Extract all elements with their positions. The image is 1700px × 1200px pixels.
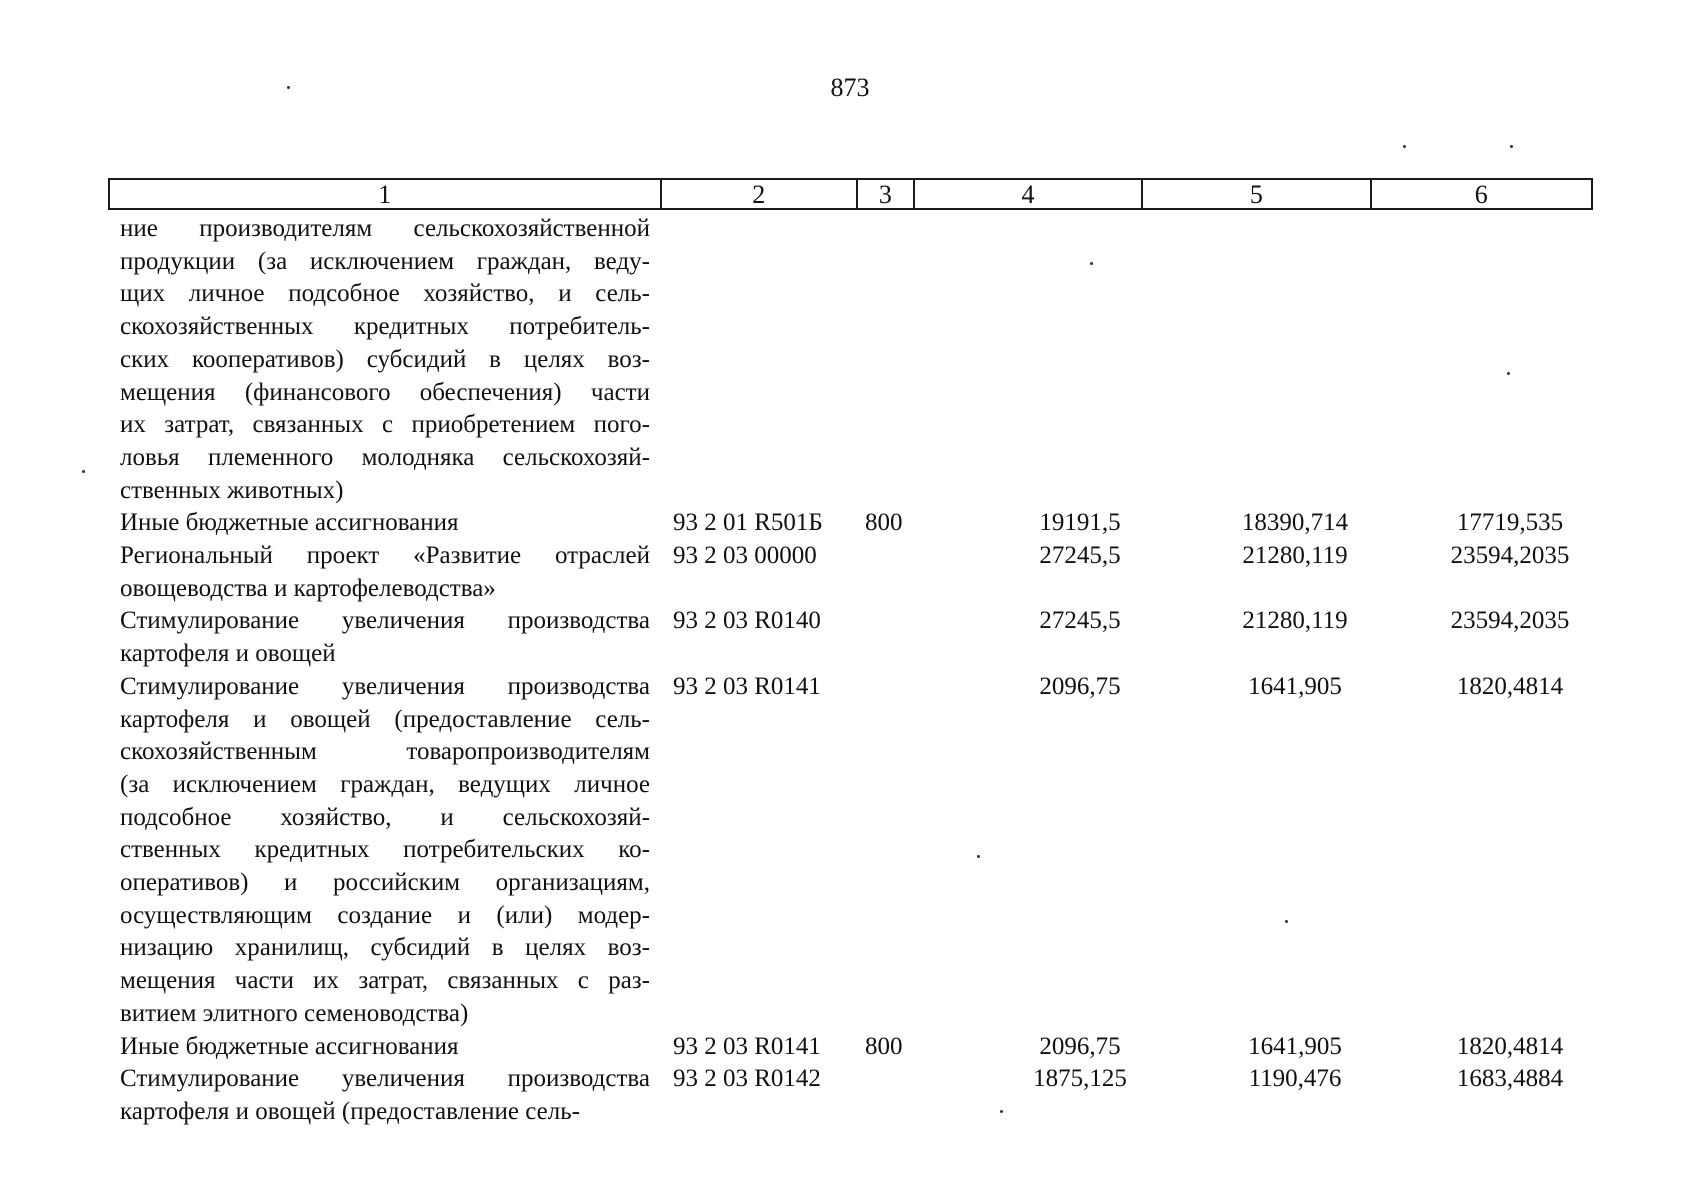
- row-value-col6: 23594,2035: [1450, 607, 1570, 635]
- table-row: [120, 605, 1600, 670]
- row-value-col6: 1820,4814: [1456, 1032, 1564, 1060]
- row-value-col5: 1190,476: [1248, 1065, 1342, 1093]
- row-code: 93 2 03 R0140: [673, 607, 821, 635]
- row-value-col6: 23594,2035: [1450, 542, 1570, 570]
- row-name-line: картофеля и овощей (предоставление сель-: [120, 705, 650, 733]
- row-value-col5: 21280,119: [1242, 607, 1348, 635]
- header-col-4: 4: [915, 180, 1143, 208]
- header-col-1: 1: [110, 180, 662, 208]
- row-value-col6: 1820,4814: [1456, 672, 1564, 700]
- scan-speck: [1285, 920, 1288, 923]
- row-name: [120, 213, 650, 507]
- header-col-2: 2: [662, 180, 858, 208]
- row-value-col5: 21280,119: [1242, 542, 1348, 570]
- row-value-col5: 1641,905: [1248, 1032, 1342, 1060]
- table-row: [120, 213, 1600, 507]
- row-code: 93 2 03 R0142: [673, 1065, 821, 1093]
- scan-speck: [1403, 145, 1406, 148]
- row-expense-type: 800: [865, 509, 903, 537]
- row-name-line: продукции (за исключением граждан, веду-: [120, 247, 650, 275]
- row-name-line: скохозяйственных кредитных потребитель-: [120, 313, 650, 341]
- row-name-line: Стимулирование увеличения производства: [120, 607, 650, 635]
- row-name-line: их затрат, связанных с приобретением пого-: [120, 411, 650, 439]
- row-name-line: Иные бюджетные ассигнования: [120, 509, 459, 537]
- row-name-line: картофеля и овощей: [120, 640, 336, 668]
- row-name-line: ловья племенного молодняка сельскохозяй-: [120, 443, 650, 471]
- row-value-col4: 27245,5: [1039, 607, 1121, 635]
- row-value-col5: 1641,905: [1248, 672, 1342, 700]
- scan-speck: [82, 470, 85, 473]
- row-name-line: осуществляющим создание и (или) модер-: [120, 901, 650, 929]
- row-name: [120, 1063, 650, 1128]
- row-name-line: ние производителям сельскохозяйственной: [120, 215, 650, 242]
- row-value-col4: 27245,5: [1039, 542, 1121, 570]
- scan-speck: [287, 86, 290, 89]
- row-value-col4: 2096,75: [1039, 672, 1121, 700]
- row-name-line: щих личное подсобное хозяйство, и сель-: [120, 280, 650, 308]
- row-value-col5: 18390,714: [1241, 509, 1349, 537]
- page-number: 873: [830, 73, 870, 102]
- row-name-line: Стимулирование увеличения производства: [120, 672, 650, 700]
- scan-speck: [1000, 1110, 1003, 1113]
- row-name-line: витием элитного семеноводства): [120, 999, 469, 1027]
- row-code: 93 2 03 R0141: [673, 1032, 821, 1060]
- scan-speck: [1510, 145, 1513, 148]
- row-name: [120, 1031, 650, 1064]
- row-name: [120, 605, 650, 670]
- row-value-col4: 2096,75: [1039, 1032, 1121, 1060]
- table-row: [120, 671, 1600, 1031]
- row-name: [120, 540, 650, 605]
- row-expense-type: 800: [865, 1032, 903, 1060]
- scan-speck: [1507, 372, 1510, 375]
- row-name-line: Региональный проект «Развитие отраслей: [120, 542, 650, 570]
- row-name-line: ских кооперативов) субсидий в целях воз-: [120, 345, 650, 373]
- table-body: [120, 213, 1600, 1129]
- row-name-line: мещения части их затрат, связанных с раз-: [120, 967, 650, 995]
- row-name-line: Стимулирование увеличения производства: [120, 1065, 650, 1093]
- row-code: 93 2 01 R501Б: [673, 509, 823, 537]
- row-name-line: мещения (финансового обеспечения) части: [120, 378, 650, 406]
- row-name-line: картофеля и овощей (предоставление сель-: [120, 1097, 580, 1125]
- row-name-line: низацию хранилищ, субсидий в целях воз-: [120, 934, 650, 962]
- scan-speck: [977, 855, 980, 858]
- table-row: [120, 1031, 1600, 1064]
- row-code: 93 2 03 R0141: [673, 672, 821, 700]
- row-name-line: овощеводства и картофелеводства»: [120, 574, 496, 602]
- table-row: [120, 540, 1600, 605]
- row-value-col4: 19191,5: [1039, 509, 1121, 537]
- row-name: [120, 507, 650, 540]
- row-name-line: подсобное хозяйство, и сельскохозяй-: [120, 803, 650, 831]
- row-name-line: Иные бюджетные ассигнования: [120, 1032, 459, 1060]
- row-code: 93 2 03 00000: [673, 542, 817, 570]
- header-col-3: 3: [858, 180, 915, 208]
- row-name-line: ственных животных): [120, 476, 344, 504]
- row-value-col4: 1875,125: [1033, 1065, 1127, 1093]
- table-header: [108, 178, 1593, 210]
- row-value-col6: 1683,4884: [1456, 1065, 1564, 1093]
- row-value-col6: 17719,535: [1456, 509, 1564, 537]
- header-col-6: 6: [1474, 180, 1488, 209]
- row-name: [120, 671, 650, 1031]
- table-row: [120, 507, 1600, 540]
- table-row: [120, 1063, 1600, 1128]
- scan-speck: [1090, 262, 1093, 265]
- row-name-line: ственных кредитных потребительских ко-: [120, 836, 650, 864]
- row-name-line: скохозяйственным товаропроизводителям: [120, 738, 650, 766]
- header-col-5: 5: [1143, 180, 1371, 208]
- row-name-line: оперативов) и российским организациям,: [120, 869, 650, 897]
- row-name-line: (за исключением граждан, ведущих личное: [120, 770, 650, 798]
